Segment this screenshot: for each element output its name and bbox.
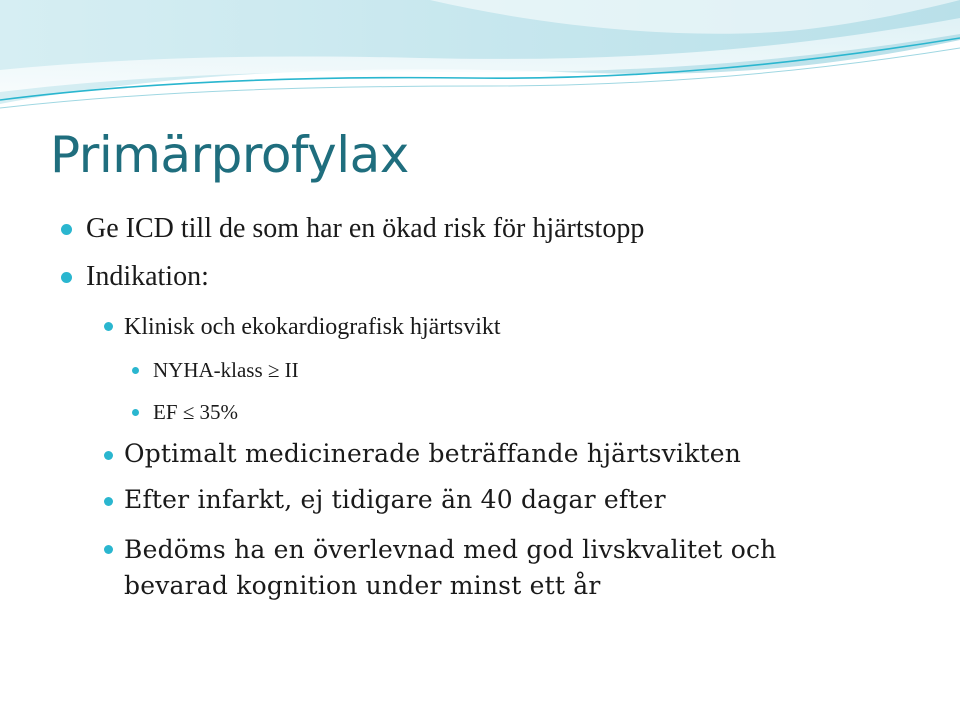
bullet-dot (132, 367, 139, 374)
bullet-text: Efter infarkt, ej tidigare än 40 dagar efter (124, 485, 666, 514)
header-wave-decoration (0, 0, 960, 130)
bullet-dot (104, 451, 113, 460)
bullet-text: EF ≤ 35% (153, 400, 239, 424)
bullet-text: Bedöms ha en överlevnad med god livskvalitet och bevarad kognition under minst ett år (124, 535, 777, 600)
bullet-dot (132, 409, 139, 416)
bullet-text: Ge ICD till de som har en ökad risk för hjärtstopp (86, 213, 645, 244)
bullet-text: Indikation: (86, 261, 209, 292)
bullet-text: NYHA-klass ≥ II (153, 358, 299, 382)
bullet-dot (104, 497, 113, 506)
bullet-text: Optimalt medicinerade beträffande hjärtsvikten (124, 439, 742, 468)
bullet-text: Klinisk och ekokardiografisk hjärtsvikt (124, 314, 501, 340)
bullet-dot (61, 272, 72, 283)
bullet-dot (104, 545, 113, 554)
bullet-dot (104, 322, 113, 331)
slide-title: Primärprofylax (50, 126, 409, 184)
bullet-dot (61, 224, 72, 235)
